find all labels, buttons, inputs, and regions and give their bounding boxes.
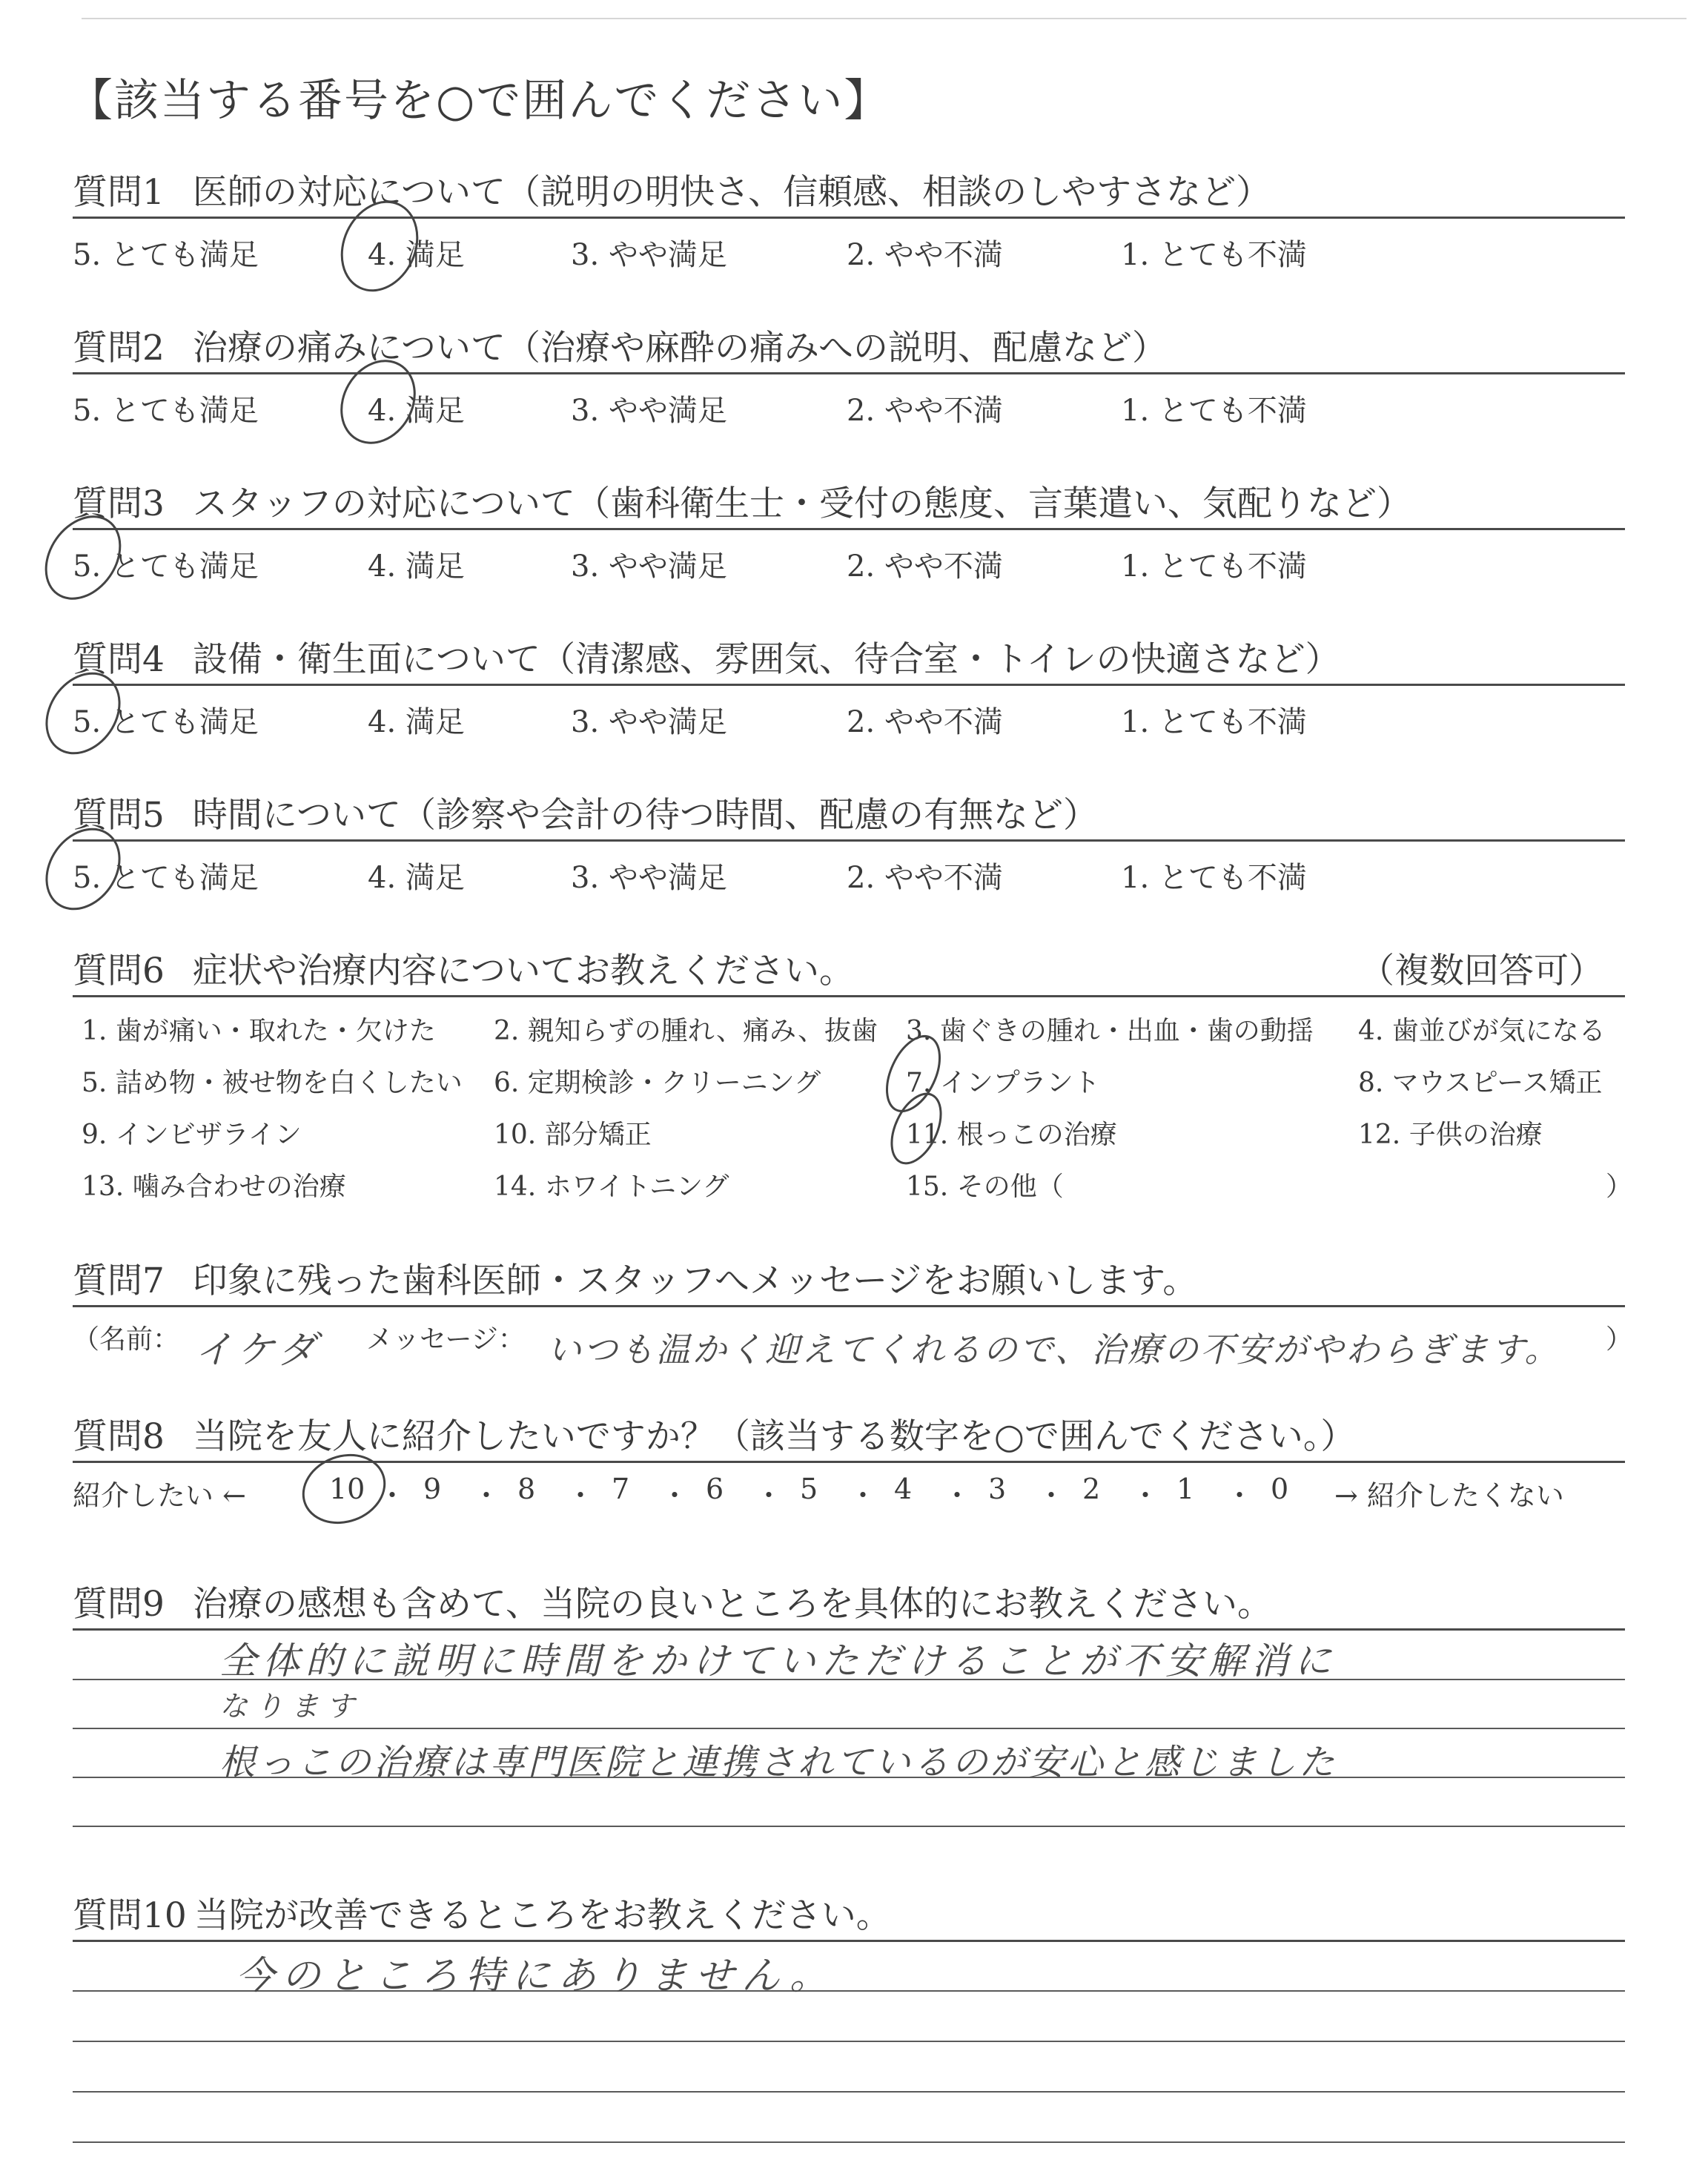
scale-separator: ・ — [472, 1479, 501, 1512]
q6-option-15[interactable]: 15. その他（ — [906, 1172, 1064, 1202]
q6-option-7[interactable]: 7. インプラント — [906, 1068, 1100, 1098]
q5-option-3[interactable]: 3. やや満足 — [571, 861, 727, 895]
q9-answer-line-1[interactable]: 全体的に説明に時間をかけていただけることが不安解消に — [219, 1639, 1337, 1682]
question-number: 質問9 — [73, 1584, 165, 1625]
question-number: 質問1 — [73, 172, 165, 213]
question-number: 質問4 — [73, 639, 165, 680]
page-title: 【該当する番号を○で囲んでください】 — [68, 75, 890, 127]
q4-option-5[interactable]: 5. とても満足 — [73, 705, 259, 739]
question-text: 症状や治療内容についてお教えください。 — [192, 951, 854, 991]
question-number: 質問8 — [73, 1416, 165, 1457]
q5-selected-circle — [32, 815, 135, 922]
q2-option-5[interactable]: 5. とても満足 — [73, 394, 259, 428]
q10-answer[interactable]: 今のところ特にありません。 — [236, 1954, 836, 1998]
q6-option-4[interactable]: 4. 歯並びが気になる — [1358, 1016, 1606, 1046]
multiple-answers-note: （複数回答可） — [1360, 951, 1603, 991]
q2-selected-circle — [327, 348, 429, 456]
question-text: 治療の感想も含めて、当院の良いところを具体的にお教えください。 — [192, 1584, 1272, 1625]
question-number: 質問6 — [73, 951, 165, 991]
scale-value-9[interactable]: 9 — [423, 1473, 442, 1505]
question-number: 質問7 — [73, 1261, 165, 1301]
q6-option-3[interactable]: 3. 歯ぐきの腫れ・出血・歯の動揺 — [906, 1016, 1314, 1046]
q4-option-1[interactable]: 1. とても不満 — [1121, 705, 1307, 739]
scale-separator: ・ — [1131, 1479, 1160, 1512]
q9-answer-line-3[interactable]: 根っこの治療は専門医院と連携されているのが安心と感じました — [219, 1742, 1338, 1783]
scale-value-10[interactable]: 10 — [329, 1473, 365, 1505]
message-value[interactable]: いつも温かく迎えてくれるので、治療の不安がやわらぎます。 — [547, 1330, 1561, 1370]
scale-separator: ・ — [755, 1479, 784, 1512]
scale-separator: ・ — [378, 1479, 407, 1512]
q1-selected-circle — [328, 190, 431, 303]
q5-option-2[interactable]: 2. やや不満 — [847, 861, 1003, 895]
scale-separator: ・ — [1225, 1479, 1254, 1512]
question-number: 質問10 — [73, 1895, 187, 1936]
q4-option-2[interactable]: 2. やや不満 — [847, 705, 1003, 739]
question-text: 印象に残った歯科医師・スタッフへメッセージをお願いします。 — [192, 1261, 1198, 1301]
question-number: 質問5 — [73, 795, 165, 836]
q3-option-1[interactable]: 1. とても不満 — [1121, 549, 1307, 584]
q6-other-close: ） — [1606, 1172, 1633, 1202]
scale-value-1[interactable]: 1 — [1176, 1473, 1195, 1505]
q6-option-11-circle — [881, 1086, 950, 1171]
q6-option-2[interactable]: 2. 親知らずの腫れ、痛み、抜歯 — [494, 1016, 878, 1046]
q6-option-11[interactable]: 11. 根っこの治療 — [906, 1120, 1117, 1150]
q1-option-5[interactable]: 5. とても満足 — [73, 238, 259, 272]
q9-answer-line-2[interactable]: なります — [219, 1690, 363, 1723]
name-label: （名前： — [73, 1324, 180, 1355]
scale-value-8[interactable]: 8 — [517, 1473, 536, 1505]
q1-option-4[interactable]: 4. 満足 — [368, 238, 465, 272]
question-text: 設備・衛生面について（清潔感、雰囲気、待合室・トイレの快適さなど） — [192, 639, 1340, 680]
q5-option-4[interactable]: 4. 満足 — [368, 861, 465, 895]
scale-value-7[interactable]: 7 — [612, 1473, 630, 1505]
question-number: 質問3 — [73, 483, 165, 524]
q6-option-14[interactable]: 14. ホワイトニング — [494, 1172, 729, 1202]
scale-value-2[interactable]: 2 — [1082, 1473, 1101, 1505]
question-text: 当院を友人に紹介したいですか？（該当する数字を○で囲んでください。） — [192, 1416, 1356, 1457]
scale-value-0[interactable]: 0 — [1271, 1473, 1289, 1505]
q3-option-3[interactable]: 3. やや満足 — [571, 549, 727, 584]
q4-selected-circle — [32, 659, 135, 767]
q1-option-1[interactable]: 1. とても不満 — [1121, 238, 1307, 272]
q4-option-3[interactable]: 3. やや満足 — [571, 705, 727, 739]
q6-option-6[interactable]: 6. 定期検診・クリーニング — [494, 1068, 821, 1098]
q3-option-5[interactable]: 5. とても満足 — [73, 549, 259, 584]
scale-separator: ・ — [943, 1479, 972, 1512]
message-close: ） — [1606, 1324, 1633, 1355]
q3-option-2[interactable]: 2. やや不満 — [847, 549, 1003, 584]
recommend-left-label: 紹介したい ← — [73, 1479, 246, 1512]
question-number: 質問2 — [73, 328, 165, 369]
message-label: メッセージ： — [366, 1324, 525, 1355]
q2-option-4[interactable]: 4. 満足 — [368, 394, 465, 428]
q6-option-8[interactable]: 8. マウスピース矯正 — [1358, 1068, 1603, 1098]
q2-option-3[interactable]: 3. やや満足 — [571, 394, 727, 428]
q8-selected-circle — [294, 1444, 394, 1534]
scale-separator: ・ — [849, 1479, 878, 1512]
question-text: 時間について（診察や会計の待つ時間、配慮の有無など） — [192, 795, 1098, 836]
q6-option-13[interactable]: 13. 噛み合わせの治療 — [82, 1172, 346, 1202]
question-text: 医師の対応について（説明の明快さ、信頼感、相談のしやすさなど） — [192, 172, 1271, 213]
q5-option-5[interactable]: 5. とても満足 — [73, 861, 259, 895]
scale-separator: ・ — [661, 1479, 689, 1512]
scale-separator: ・ — [566, 1479, 595, 1512]
scale-value-5[interactable]: 5 — [800, 1473, 818, 1505]
q6-option-5[interactable]: 5. 詰め物・被せ物を白くしたい — [82, 1068, 463, 1098]
question-text: 治療の痛みについて（治療や麻酔の痛みへの説明、配慮など） — [192, 328, 1168, 369]
q6-option-10[interactable]: 10. 部分矯正 — [494, 1120, 652, 1150]
q1-option-2[interactable]: 2. やや不満 — [847, 238, 1003, 272]
q6-option-9[interactable]: 9. インビザライン — [82, 1120, 302, 1150]
scale-separator: ・ — [1037, 1479, 1066, 1512]
scale-value-3[interactable]: 3 — [988, 1473, 1007, 1505]
q3-selected-circle — [31, 503, 136, 613]
q5-option-1[interactable]: 1. とても不満 — [1121, 861, 1307, 895]
q2-option-2[interactable]: 2. やや不満 — [847, 394, 1003, 428]
q2-option-1[interactable]: 1. とても不満 — [1121, 394, 1307, 428]
q6-option-12[interactable]: 12. 子供の治療 — [1358, 1120, 1543, 1150]
q4-option-4[interactable]: 4. 満足 — [368, 705, 465, 739]
scale-value-4[interactable]: 4 — [894, 1473, 913, 1505]
q3-option-4[interactable]: 4. 満足 — [368, 549, 465, 584]
recommend-right-label: → 紹介したくない — [1334, 1479, 1564, 1512]
question-text: スタッフの対応について（歯科衛生士・受付の態度、言葉遣い、気配りなど） — [192, 483, 1411, 524]
name-value[interactable]: イケダ — [194, 1328, 321, 1373]
scale-value-6[interactable]: 6 — [706, 1473, 724, 1505]
q6-option-1[interactable]: 1. 歯が痛い・取れた・欠けた — [82, 1016, 436, 1046]
question-text: 当院が改善できるところをお教えください。 — [193, 1895, 891, 1936]
q1-option-3[interactable]: 3. やや満足 — [571, 238, 727, 272]
